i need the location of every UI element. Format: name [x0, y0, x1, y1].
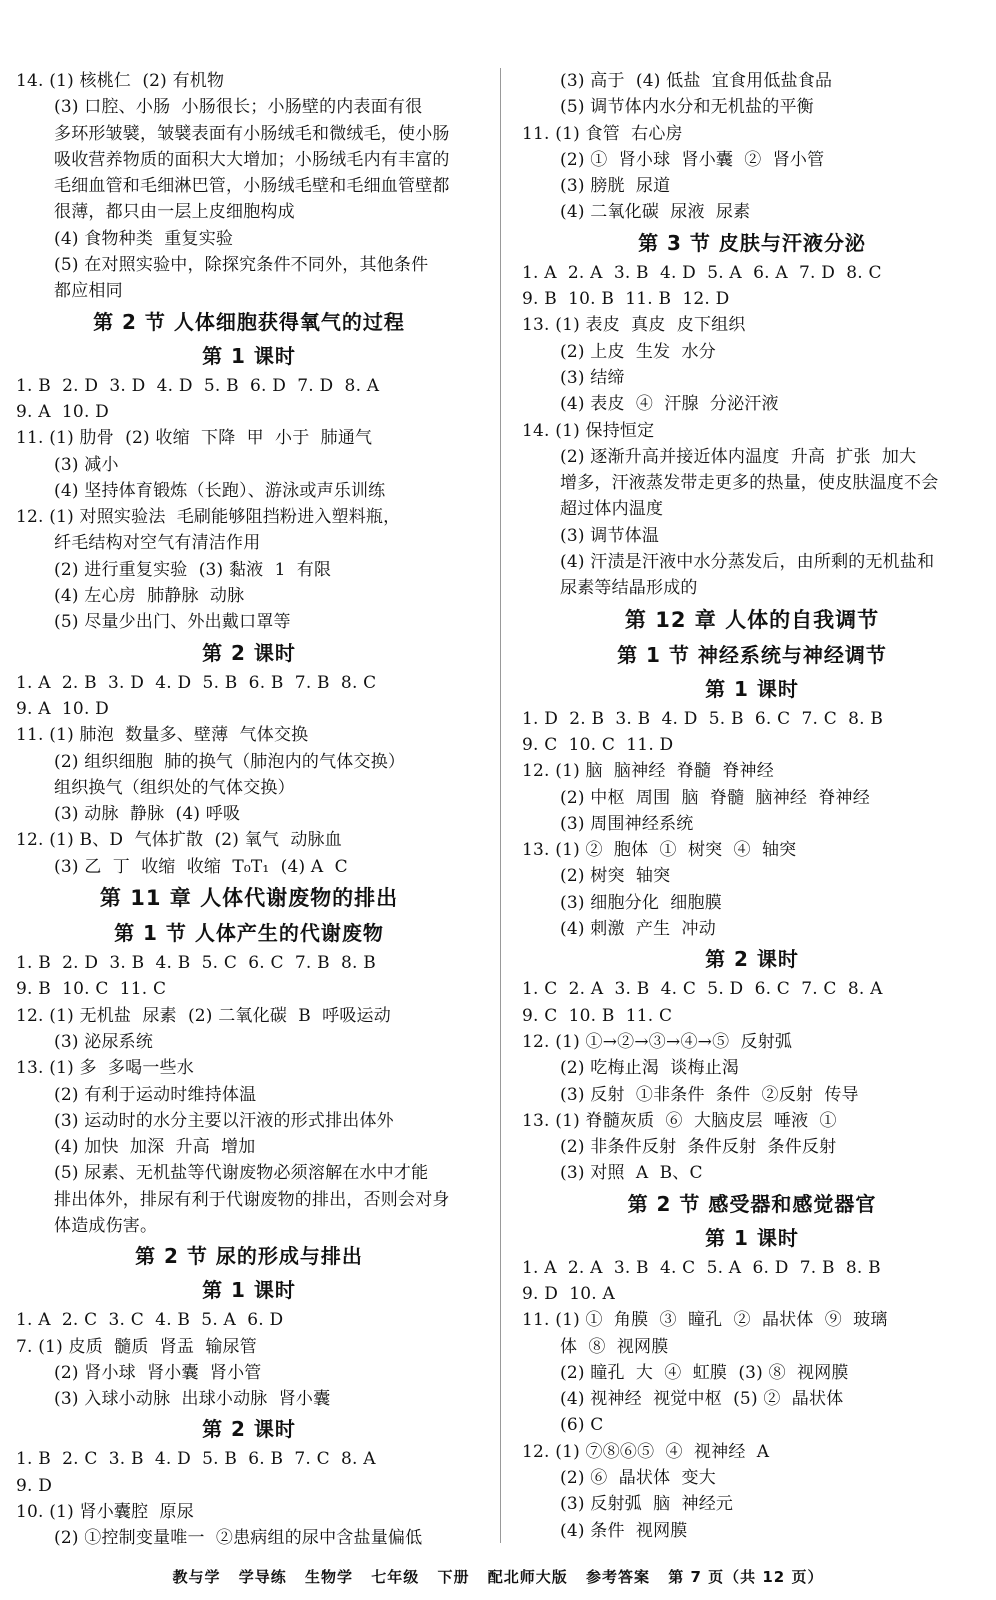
lesson-heading: 第 1 课时: [705, 676, 799, 701]
answer-line: 11. (1) 食管 右心房: [522, 123, 683, 144]
answer-line: (2) 组织细胞 肺的换气（肺泡内的气体交换）: [54, 751, 406, 772]
right-column: [522, 68, 982, 1544]
lesson-heading: 第 2 课时: [202, 640, 296, 665]
answer-line: 13. (1) 表皮 真皮 皮下组织: [522, 315, 746, 336]
footer-text: 生物学: [305, 1568, 354, 1586]
section-heading: 第 1 节 人体产生的代谢废物: [114, 921, 384, 946]
answer-line: 1. A 2. A 3. B 4. C 5. A 6. D 7. B 8. B: [522, 1257, 881, 1278]
answer-line: 9. B 10. C 11. C: [16, 979, 167, 1000]
answer-line: (3) 周围神经系统: [560, 813, 694, 834]
answer-line: 9. A 10. D: [16, 401, 109, 422]
chapter-heading: 第 12 章 人体的自我调节: [624, 607, 880, 632]
answer-line: 组织换气（组织处的气体交换）: [54, 777, 295, 798]
answer-line: 9. C 10. B 11. C: [522, 1005, 673, 1026]
answer-line: 13. (1) ② 胞体 ① 树突 ④ 轴突: [522, 840, 797, 861]
answer-line: 1. A 2. C 3. C 4. B 5. A 6. D: [16, 1310, 284, 1331]
answer-line: 多环形皱襞，皱襞表面有小肠绒毛和微绒毛，使小肠: [54, 123, 450, 144]
answer-line: (3) 运动时的水分主要以汗液的形式排出体外: [54, 1110, 394, 1131]
answer-line: 11. (1) 肋骨 (2) 收缩 下降 甲 小于 肺通气: [16, 428, 373, 449]
section-heading: 第 3 节 皮肤与汗液分泌: [638, 230, 866, 255]
answer-line: (2) ① 肾小球 肾小囊 ② 肾小管: [560, 149, 825, 170]
answer-line: (2) 瞳孔 大 ④ 虹膜 (3) ⑧ 视网膜: [560, 1362, 849, 1383]
section-heading: 第 1 节 神经系统与神经调节: [617, 642, 887, 667]
answer-line: (3) 反射弧 脑 神经元: [560, 1494, 734, 1515]
answer-line: 11. (1) 肺泡 数量多、壁薄 气体交换: [16, 725, 309, 746]
answer-line: 13. (1) 多 多喝一些水: [16, 1058, 194, 1079]
lesson-heading: 第 1 课时: [705, 1225, 799, 1250]
answer-line: 纤毛结构对空气有清洁作用: [54, 533, 261, 554]
answer-line: (5) 尿素、无机盐等代谢废物必须溶解在水中才能: [54, 1163, 429, 1184]
answer-line: (2) 非条件反射 条件反射 条件反射: [560, 1137, 837, 1158]
section-heading: 第 2 节 感受器和感觉器官: [627, 1191, 877, 1216]
answer-line: (3) 入球小动脉 出球小动脉 肾小囊: [54, 1389, 331, 1410]
answer-line: (3) 泌尿系统: [54, 1031, 154, 1052]
answer-line: 吸收营养物质的面积大大增加；小肠绒毛内有丰富的: [54, 149, 450, 170]
answer-line: 1. D 2. B 3. B 4. D 5. B 6. C 7. C 8. B: [522, 708, 884, 729]
answer-line: (4) 左心房 肺静脉 动脉: [54, 586, 245, 607]
answer-line: 9. A 10. D: [16, 698, 109, 719]
chapter-heading: 第 11 章 人体代谢废物的排出: [99, 886, 399, 911]
answer-line: (4) 条件 视网膜: [560, 1520, 688, 1541]
answer-line: (2) 进行重复实验 (3) 黏液 1 有限: [54, 559, 332, 580]
lesson-heading: 第 1 课时: [202, 343, 296, 368]
answer-line: (2) ⑥ 晶状体 变大: [560, 1468, 716, 1489]
column-divider: [500, 68, 501, 1543]
section-heading: 第 2 节 人体细胞获得氧气的过程: [93, 309, 405, 334]
answer-line: (3) 调节体温: [560, 525, 660, 546]
answer-line: (3) 细胞分化 细胞膜: [560, 892, 722, 913]
answer-line: 7. (1) 皮质 髓质 肾盂 输尿管: [16, 1336, 257, 1357]
answer-line: (4) 视神经 视觉中枢 (5) ② 晶状体: [560, 1389, 844, 1410]
answer-line: (3) 结缔: [560, 367, 625, 388]
answer-line: (2) 树突 轴突: [560, 866, 671, 887]
answer-line: (6) C: [560, 1415, 604, 1436]
answer-line: 超过体内温度: [560, 499, 664, 520]
answer-line: (2) 肾小球 肾小囊 肾小管: [54, 1362, 262, 1383]
answer-line: (2) 上皮 生发 水分: [560, 341, 716, 362]
footer-text: 学导练: [238, 1568, 287, 1586]
answer-line: (3) 减小: [54, 454, 119, 475]
footer-text: 配北师大版: [487, 1568, 568, 1586]
answer-line: 1. A 2. A 3. B 4. D 5. A 6. A 7. D 8. C: [522, 262, 882, 283]
answer-line: (3) 动脉 静脉 (4) 呼吸: [54, 804, 241, 825]
answer-line: 12. (1) 脑 脑神经 脊髓 脊神经: [522, 761, 774, 782]
answer-line: 很薄，都只由一层上皮细胞构成: [54, 202, 295, 223]
answer-line: 排出体外，排尿有利于代谢废物的排出，否则会对身: [54, 1189, 450, 1210]
answer-line: 14. (1) 保持恒定: [522, 420, 655, 441]
answer-line: (3) 口腔、小肠 小肠很长；小肠壁的内表面有很: [54, 97, 423, 118]
answer-line: 12. (1) 无机盐 尿素 (2) 二氧化碳 B 呼吸运动: [16, 1005, 391, 1026]
answer-line: 都应相同: [54, 281, 123, 302]
footer-text: 七年级: [371, 1568, 420, 1586]
answer-line: 9. D 10. A: [522, 1283, 615, 1304]
footer-text: 参考答案: [586, 1568, 651, 1586]
answer-line: 9. C 10. C 11. D: [522, 734, 674, 755]
footer-text: 下册: [437, 1568, 470, 1586]
answer-line: (2) 中枢 周围 脑 脊髓 脑神经 脊神经: [560, 787, 870, 808]
answer-line: 1. B 2. C 3. B 4. D 5. B 6. B 7. C 8. A: [16, 1449, 376, 1470]
answer-line: (3) 高于 (4) 低盐 宜食用低盐食品: [560, 71, 833, 91]
section-heading: 第 2 节 尿的形成与排出: [135, 1244, 363, 1269]
lesson-heading: 第 1 课时: [202, 1278, 296, 1303]
answer-line: (2) 逐渐升高并接近体内温度 升高 扩张 加大: [560, 446, 917, 467]
lesson-heading: 第 2 课时: [705, 947, 799, 972]
footer-text: 教与学: [172, 1568, 221, 1586]
answer-line: 毛细血管和毛细淋巴管，小肠绒毛壁和毛细血管壁都: [54, 176, 450, 197]
answer-line: 1. C 2. A 3. B 4. C 5. D 6. C 7. C 8. A: [522, 979, 883, 1000]
answer-line: (2) 有利于运动时维持体温: [54, 1084, 257, 1105]
answer-line: 体 ⑧ 视网膜: [560, 1336, 669, 1357]
answer-line: 13. (1) 脊髓灰质 ⑥ 大脑皮层 唾液 ①: [522, 1110, 837, 1131]
answer-line: (5) 尽量少出门、外出戴口罩等: [54, 612, 291, 633]
answer-line: 体造成伤害。: [54, 1215, 158, 1236]
footer-page-number: 第 7 页（共 12 页）: [668, 1568, 824, 1586]
answer-line: (4) 表皮 ④ 汗腺 分泌汗液: [560, 394, 779, 415]
answer-line: 11. (1) ① 角膜 ③ 瞳孔 ② 晶状体 ⑨ 玻璃: [522, 1310, 888, 1331]
answer-line: 12. (1) B、D 气体扩散 (2) 氧气 动脉血: [16, 830, 342, 851]
answer-line: 10. (1) 肾小囊腔 原尿: [16, 1502, 194, 1523]
answer-line: (3) 反射 ①非条件 条件 ②反射 传导: [560, 1084, 859, 1105]
answer-line: (4) 二氧化碳 尿液 尿素: [560, 202, 751, 223]
answer-line: (4) 刺激 产生 冲动: [560, 919, 716, 940]
answer-line: (4) 食物种类 重复实验: [54, 228, 234, 249]
answer-line: (5) 调节体内水分和无机盐的平衡: [560, 97, 814, 118]
answer-line: 12. (1) 对照实验法 毛刷能够阻挡粉进入塑料瓶，: [16, 507, 401, 528]
answer-line: (2) ①控制变量唯一 ②患病组的尿中含盐量偏低: [54, 1528, 423, 1549]
answer-line: (3) 膀胱 尿道: [560, 176, 671, 197]
answer-line: 1. B 2. D 3. D 4. D 5. B 6. D 7. D 8. A: [16, 375, 380, 396]
answer-line: 尿素等结晶形成的: [560, 578, 698, 599]
answer-line: 9. D: [16, 1475, 53, 1496]
page-footer: [0, 1566, 996, 1587]
answer-line: 增多，汗液蒸发带走更多的热量，使皮肤温度不会: [560, 473, 939, 494]
lesson-heading: 第 2 课时: [202, 1417, 296, 1442]
answer-line: 9. B 10. B 11. B 12. D: [522, 289, 730, 310]
answer-line: (4) 汗渍是汗液中水分蒸发后，由所剩的无机盐和: [560, 552, 935, 573]
answer-line: 1. A 2. B 3. D 4. D 5. B 6. B 7. B 8. C: [16, 672, 377, 693]
answer-line: 1. B 2. D 3. B 4. B 5. C 6. C 7. B 8. B: [16, 953, 376, 974]
answer-line: (4) 加快 加深 升高 增加: [54, 1137, 256, 1158]
left-column: [16, 68, 482, 1552]
answer-line: (4) 坚持体育锻炼（长跑）、游泳或声乐训练: [54, 480, 386, 501]
answer-line: 14. (1) 核桃仁 (2) 有机物: [16, 71, 225, 91]
answer-line: (5) 在对照实验中，除探究条件不同外，其他条件: [54, 255, 429, 276]
answer-line: (3) 乙 丁 收缩 收缩 T₀T₁ (4) A C: [54, 856, 348, 877]
answer-line: (2) 吃梅止渴 谈梅止渴: [560, 1058, 740, 1079]
answer-line: (3) 对照 A B、C: [560, 1163, 703, 1184]
answer-line: 12. (1) ①→②→③→④→⑤ 反射弧: [522, 1031, 793, 1052]
answer-line: 12. (1) ⑦⑧⑥⑤ ④ 视神经 A: [522, 1441, 770, 1462]
